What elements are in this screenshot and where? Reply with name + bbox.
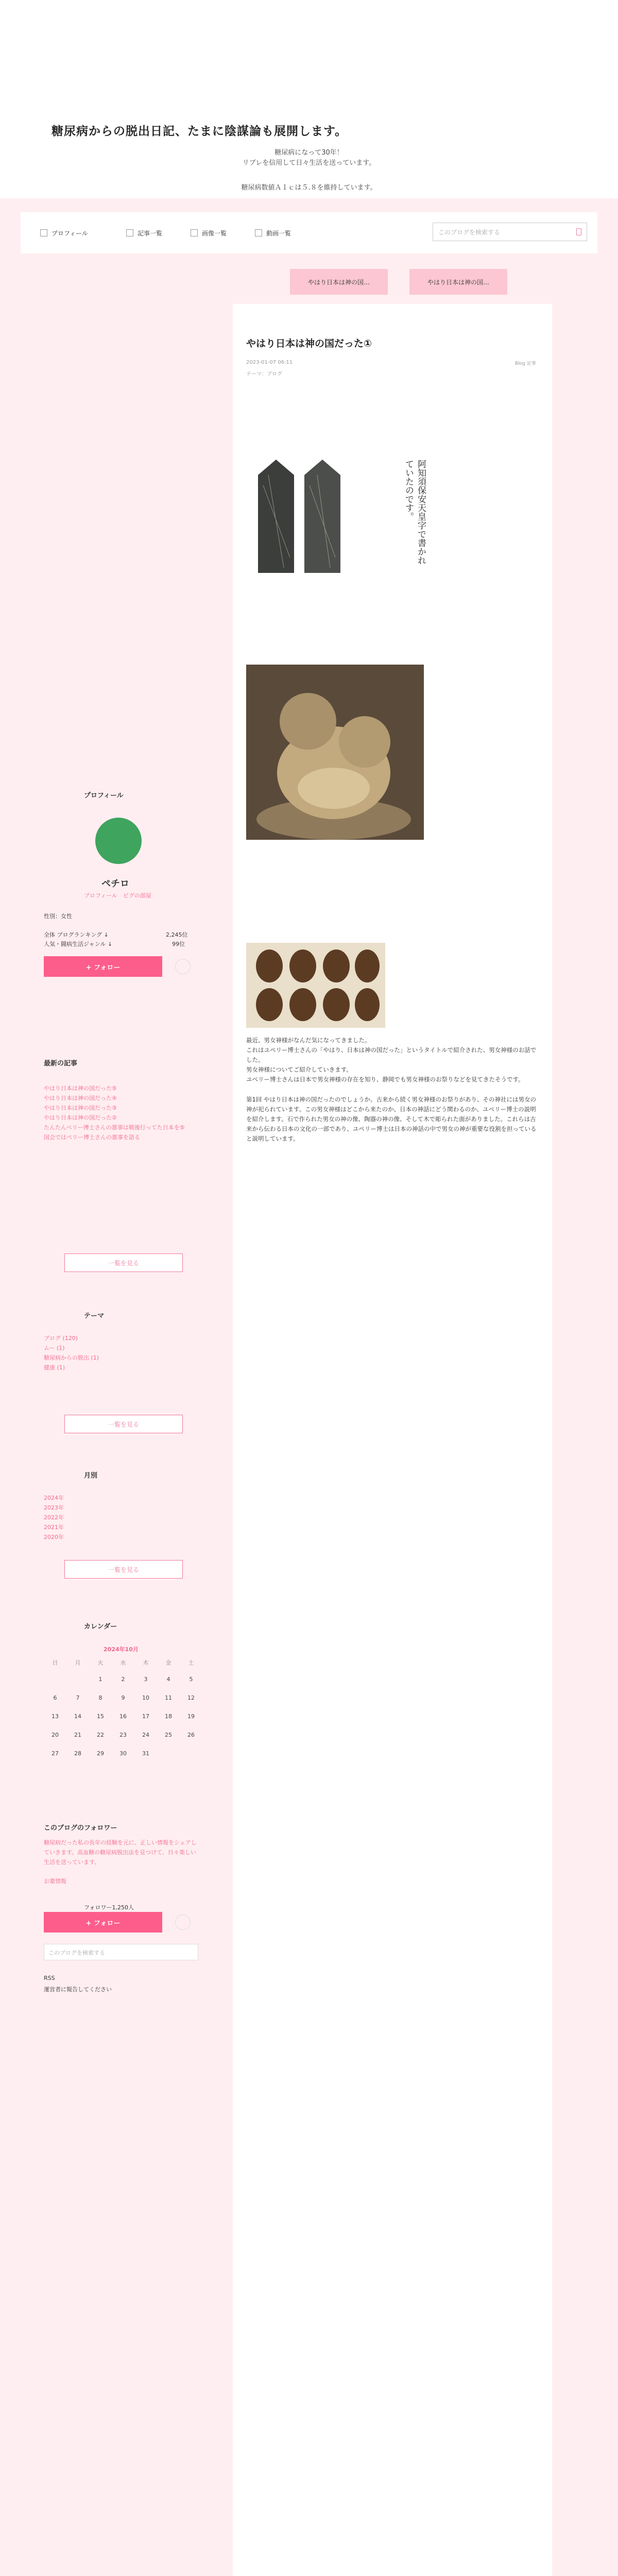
calendar-day bbox=[66, 1670, 89, 1688]
calendar-day bbox=[180, 1744, 202, 1762]
ranking-2-value: 99位 bbox=[172, 941, 185, 947]
article-theme[interactable]: テーマ：ブログ bbox=[246, 371, 282, 377]
article-paragraph: 第1回 やはり日本は神の国だったのでしょうか。古来から続く男女神様のお祭りがあり、その神社には男女の神が祀られています。この男女神様はどこから来たのか、日本の神話にどう関わるのか、ユペリー博士の説明を紹介します。石で作られた男女の神の像、陶器の神の像、そして木で彫られた面がありました。これらは古来から伝わる日本の文化の一部であり、ユペリー博士は日本の神話の中で男女の神が重要な役割を担っていると説明しています。 bbox=[246, 1096, 537, 1142]
calendar-day bbox=[157, 1744, 180, 1762]
calendar-day[interactable]: 16 bbox=[119, 1713, 127, 1720]
site-header bbox=[0, 0, 618, 198]
follow-button-2[interactable]: + フォロー bbox=[44, 1912, 162, 1933]
recent-item[interactable]: やはり日本は神の国だった⑤ bbox=[44, 1085, 117, 1092]
statue-image bbox=[246, 665, 424, 840]
calendar-day[interactable]: 17 bbox=[142, 1713, 149, 1720]
calendar-day[interactable]: 4 bbox=[166, 1675, 170, 1683]
statue-graphic bbox=[246, 665, 424, 840]
theme-item[interactable]: 糖尿病からの脱出 (1) bbox=[44, 1354, 99, 1361]
calendar-heading: カレンダー bbox=[84, 1623, 117, 1631]
article-paragraph: 最近、男女神様がなんだ気になってきました。 bbox=[246, 1037, 371, 1044]
follow-button[interactable]: + フォロー bbox=[44, 956, 162, 977]
stone-tablets-graphic bbox=[248, 454, 425, 578]
article-paragraph: 男女神様についてご紹介していきます。 bbox=[246, 1066, 352, 1073]
search-input[interactable]: このブログを検索する bbox=[433, 223, 587, 241]
report-link[interactable]: 運営者に報告してください bbox=[44, 1986, 112, 1993]
recent-item[interactable]: やはり日本は神の国だった③ bbox=[44, 1105, 117, 1111]
nav-videos[interactable]: 動画一覧 bbox=[255, 226, 291, 240]
profile-icon bbox=[40, 229, 47, 236]
calendar-weekday: 水 bbox=[120, 1659, 126, 1666]
archive-item[interactable]: 2021年 bbox=[44, 1524, 64, 1531]
calendar-day[interactable]: 26 bbox=[187, 1731, 195, 1738]
fans-heading: このブログのフォロワー bbox=[44, 1824, 117, 1832]
tablet-image bbox=[248, 454, 425, 578]
site-desc-2: リブレを信用して日々生活を送っています。 bbox=[242, 159, 376, 167]
rss-link[interactable]: RSS bbox=[44, 1975, 55, 1981]
calendar-day[interactable]: 29 bbox=[97, 1750, 104, 1757]
article-badge: Blog 記事 bbox=[515, 361, 536, 366]
more-icon[interactable] bbox=[175, 959, 191, 974]
calendar-day[interactable]: 15 bbox=[97, 1713, 104, 1720]
calendar-day[interactable]: 8 bbox=[98, 1694, 102, 1701]
calendar-day[interactable]: 18 bbox=[165, 1713, 172, 1720]
theme-list-button[interactable]: 一覧を見る bbox=[64, 1415, 183, 1433]
calendar-day[interactable]: 20 bbox=[52, 1731, 59, 1738]
calendar-day[interactable]: 21 bbox=[74, 1731, 81, 1738]
calligraphy-text: 阿知須保安天皇字で書かれていたのです。 bbox=[403, 460, 426, 565]
recent-item[interactable]: 国会ではペリー博士さんの悪事を語る bbox=[44, 1134, 140, 1141]
follower-count: フォロワー1,250人 bbox=[84, 1904, 134, 1911]
theme-list bbox=[44, 1333, 99, 1372]
calendar-day[interactable]: 10 bbox=[142, 1694, 149, 1701]
calendar-day[interactable]: 27 bbox=[52, 1750, 59, 1757]
calendar-weekday: 金 bbox=[165, 1659, 171, 1666]
archive-item[interactable]: 2024年 bbox=[44, 1495, 64, 1501]
article-title[interactable]: やはり日本は神の国だった① bbox=[246, 338, 372, 349]
image-icon bbox=[191, 229, 198, 236]
article-card bbox=[233, 304, 552, 2576]
calendar-day[interactable]: 7 bbox=[76, 1694, 80, 1701]
calendar-day[interactable]: 1 bbox=[98, 1675, 102, 1683]
document-icon bbox=[126, 229, 133, 236]
recent-item[interactable]: やはり日本は神の国だった② bbox=[44, 1114, 117, 1121]
calendar-day[interactable]: 24 bbox=[142, 1731, 149, 1738]
calendar-day[interactable]: 22 bbox=[97, 1731, 104, 1738]
nav-profile[interactable]: プロフィール bbox=[40, 226, 88, 240]
calendar-day[interactable]: 2 bbox=[121, 1675, 125, 1683]
more-icon-2[interactable] bbox=[175, 1914, 191, 1930]
calendar-day[interactable]: 30 bbox=[119, 1750, 127, 1757]
fans-text-2[interactable]: お薬情報 bbox=[44, 1878, 66, 1885]
calendar-day[interactable]: 23 bbox=[119, 1731, 127, 1738]
profile-links[interactable]: プロフィール ピグの部屋 bbox=[84, 892, 151, 899]
calendar-day[interactable]: 19 bbox=[187, 1713, 195, 1720]
calendar-day[interactable]: 9 bbox=[121, 1694, 125, 1701]
video-icon bbox=[255, 229, 262, 236]
calendar-day[interactable]: 12 bbox=[187, 1694, 195, 1701]
calendar-table bbox=[44, 1655, 202, 1762]
article-paragraph: ユペリー博士さんは日本で男女神様の存在を知り、静岡でも男女神様のお祭りなどを見てきたそうです。 bbox=[246, 1076, 524, 1083]
search-icon[interactable] bbox=[576, 228, 581, 235]
archive-item[interactable]: 2023年 bbox=[44, 1504, 64, 1511]
archive-list-button[interactable]: 一覧を見る bbox=[64, 1560, 183, 1579]
calendar-weekday: 土 bbox=[188, 1659, 194, 1666]
theme-item[interactable]: ブログ (120) bbox=[44, 1335, 78, 1342]
fans-text[interactable]: 糖尿病だった私の長年の経験を元に、正しい情報をシェアしていきます。高血糖の糖尿病脱出法を見つけて、日々楽しい生活を送っています。 bbox=[44, 1839, 197, 1866]
theme-heading: テーマ bbox=[84, 1312, 105, 1320]
profile-gender: 性別：女性 bbox=[44, 913, 72, 920]
archive-heading: 月別 bbox=[84, 1472, 98, 1480]
theme-item[interactable]: 健康 (1) bbox=[44, 1364, 65, 1371]
avatar[interactable] bbox=[95, 818, 142, 864]
masks-image bbox=[246, 943, 385, 1028]
calendar-day[interactable]: 11 bbox=[165, 1694, 172, 1701]
calendar-day[interactable]: 3 bbox=[144, 1675, 148, 1683]
site-desc-3: 糖尿病数値Ａ１ｃは５.８を維持しています。 bbox=[241, 184, 377, 192]
recent-list-button[interactable]: 一覧を見る bbox=[64, 1253, 183, 1272]
calendar-day[interactable]: 5 bbox=[189, 1675, 193, 1683]
ranking-1-value: 2,245位 bbox=[166, 931, 188, 938]
article-paragraph: これはユペリー博士さんの「やはり、日本は神の国だった」というタイトルで紹介された、男女神様のお話でした。 bbox=[246, 1046, 537, 1063]
next-article-link[interactable]: やはり日本は神の国… bbox=[409, 269, 507, 295]
nav-images[interactable]: 画像一覧 bbox=[191, 226, 227, 240]
calendar-day bbox=[44, 1670, 66, 1688]
recent-heading: 最新の記事 bbox=[44, 1060, 78, 1067]
profile-heading: プロフィール bbox=[84, 792, 124, 800]
calendar-day[interactable]: 14 bbox=[74, 1713, 81, 1720]
site-title[interactable]: 糖尿病からの脱出日記、たまに陰謀論も展開します。 bbox=[52, 125, 348, 138]
calendar-month: 2024年10月 bbox=[104, 1646, 139, 1653]
prev-article-link[interactable]: やはり日本は神の国… bbox=[290, 269, 388, 295]
profile-name[interactable]: ペチロ bbox=[101, 878, 129, 889]
calendar-day[interactable]: 6 bbox=[53, 1694, 57, 1701]
sidebar-search-input[interactable]: このブログを検索する bbox=[44, 1944, 198, 1960]
calendar-weekday: 月 bbox=[75, 1659, 81, 1666]
calendar-day[interactable]: 13 bbox=[52, 1713, 59, 1720]
masks-graphic bbox=[246, 943, 385, 1028]
recent-item[interactable]: たんたんペリー博士さんの悪事は戦後行ってた日本を⑤ bbox=[44, 1124, 185, 1131]
article-body bbox=[233, 1036, 552, 1144]
recent-list bbox=[44, 1083, 198, 1142]
archive-list bbox=[44, 1493, 64, 1542]
calendar-weekday: 火 bbox=[97, 1659, 104, 1666]
archive-item[interactable]: 2020年 bbox=[44, 1534, 64, 1540]
calendar-day[interactable]: 25 bbox=[165, 1731, 172, 1738]
archive-item[interactable]: 2022年 bbox=[44, 1514, 64, 1521]
calendar-day[interactable]: 31 bbox=[142, 1750, 149, 1757]
global-nav bbox=[21, 212, 597, 253]
calendar-weekday: 木 bbox=[143, 1659, 149, 1666]
calendar-weekday: 日 bbox=[52, 1659, 58, 1666]
calendar-day[interactable]: 28 bbox=[74, 1750, 81, 1757]
site-desc-1: 糖尿病になって30年！ bbox=[274, 149, 344, 157]
nav-articles[interactable]: 記事一覧 bbox=[126, 226, 162, 240]
article-date: 2023-01-07 06:11 bbox=[246, 360, 293, 365]
ranking-2[interactable]: 人気・闘病生活ジャンル ↓ bbox=[44, 941, 113, 947]
theme-item[interactable]: ムー (1) bbox=[44, 1345, 65, 1351]
recent-item[interactable]: やはり日本は神の国だった④ bbox=[44, 1095, 117, 1101]
ranking-1[interactable]: 全体 ブログランキング ↓ bbox=[44, 931, 109, 938]
